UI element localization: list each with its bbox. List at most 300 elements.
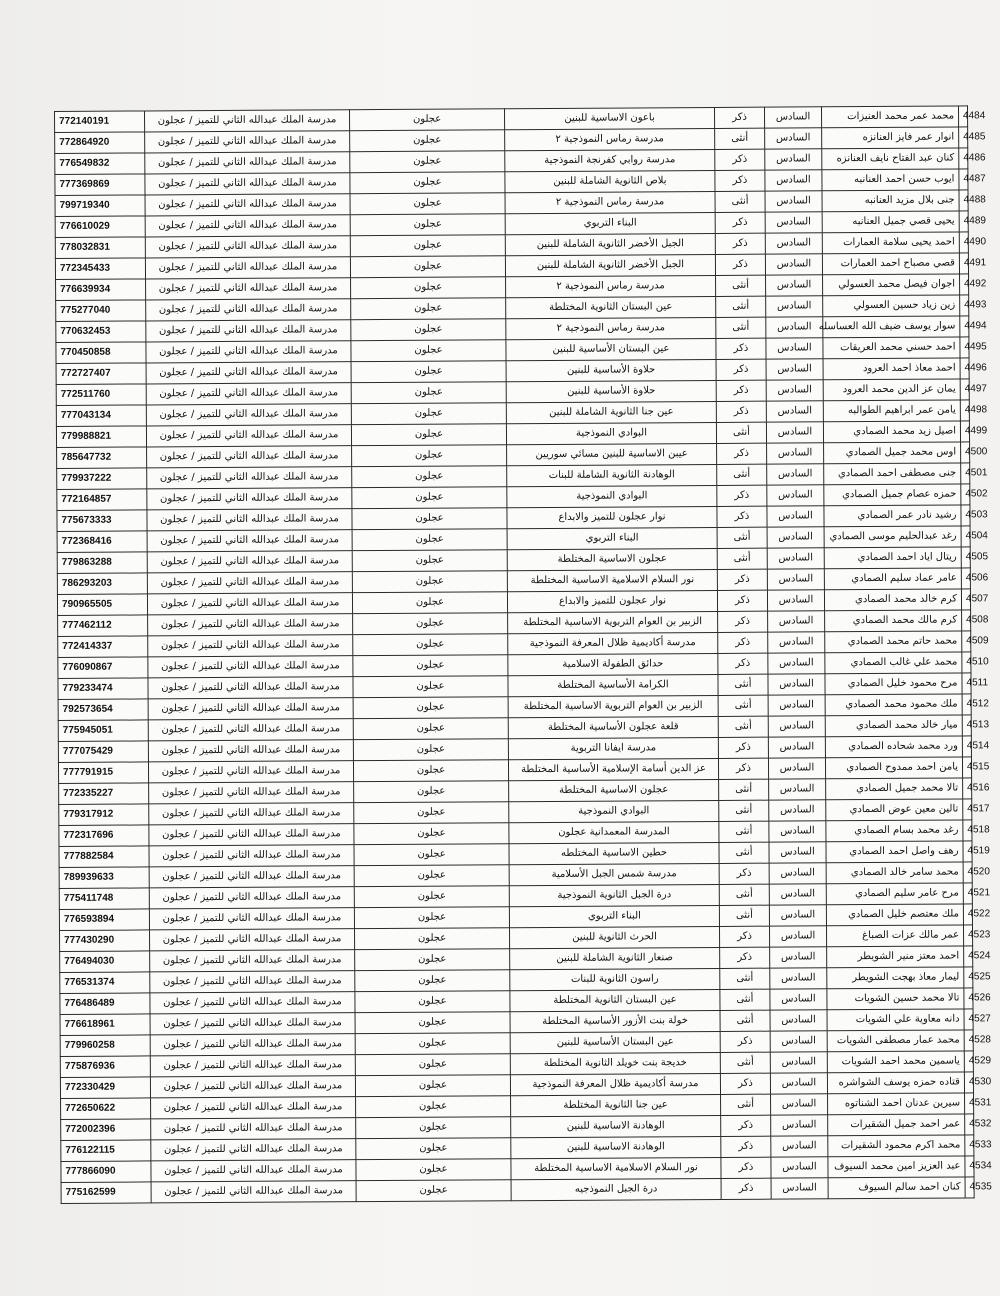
grade-cell: السادس (770, 989, 827, 1010)
gender-cell: أنثى (718, 716, 768, 737)
gender-cell: ذكر (721, 1115, 771, 1136)
serial-number-cell: 4521 (963, 883, 972, 904)
exam-center-cell: مدرسة الملك عبدالله الثاني للتميز / عجلون (147, 488, 352, 510)
city-cell: عجلون (353, 676, 508, 698)
phone-cell: 770450858 (56, 342, 146, 364)
city-cell: عجلون (353, 613, 508, 635)
city-cell: عجلون (351, 361, 506, 383)
exam-center-cell: مدرسة الملك عبدالله الثاني للتميز / عجلون (146, 425, 351, 447)
phone-cell: 772164857 (57, 489, 147, 511)
phone-cell: 772002396 (61, 1119, 151, 1141)
grade-cell: السادس (770, 1031, 827, 1052)
grade-cell: السادس (769, 800, 826, 821)
student-name-cell: محمد علي غالب الصمادي (825, 652, 962, 674)
city-cell: عجلون (352, 592, 507, 614)
student-name-cell: محمد عمار مصطفى الشويات (827, 1030, 964, 1052)
phone-cell: 776593894 (59, 909, 149, 931)
exam-center-cell: مدرسة الملك عبدالله الثاني للتميز / عجلون (147, 509, 352, 531)
phone-cell: 777430290 (60, 930, 150, 952)
roster-body (55, 106, 992, 1204)
school-cell: خديجة بنت خويلد الثانوية المختلطة (510, 1052, 720, 1074)
student-name-cell: زين زياد حسين العسولي (823, 295, 960, 317)
city-cell: عجلون (353, 739, 508, 761)
exam-center-cell: مدرسة الملك عبدالله الثاني للتميز / عجلون (145, 236, 350, 258)
phone-cell: 776549832 (55, 153, 145, 175)
gender-cell: أنثى (715, 191, 765, 212)
student-name-cell: محمد عمر محمد العنيزات (821, 106, 958, 128)
serial-number-cell: 4508 (962, 610, 971, 631)
grade-cell: السادس (771, 1094, 828, 1115)
school-cell: بلاص الثانوية الشاملة للبنين (505, 170, 715, 192)
serial-number-cell: 4489 (959, 211, 968, 232)
gender-cell: ذكر (717, 569, 767, 590)
phone-cell: 777369869 (55, 174, 145, 196)
phone-cell: 792573654 (58, 699, 148, 721)
gender-cell: أنثى (719, 800, 769, 821)
student-name-cell: سوار يوسف ضيف الله العساسله (823, 316, 960, 338)
phone-cell: 776486489 (60, 993, 150, 1015)
phone-cell: 776618961 (60, 1014, 150, 1036)
school-cell: باعون الاساسية للبنين (504, 107, 714, 129)
serial-number-cell: 4506 (961, 568, 970, 589)
exam-center-cell: مدرسة الملك عبدالله الثاني للتميز / عجلون (146, 362, 351, 384)
school-cell: الزبير بن العوام التربوية الاساسية المختلطة (508, 611, 718, 633)
school-cell: الوهادنة الثانوية الشاملة للبنات (507, 464, 717, 486)
city-cell: عجلون (355, 949, 510, 971)
school-cell: عجلون الاساسية المختلطة (509, 779, 719, 801)
serial-number-cell: 4497 (960, 379, 969, 400)
gender-cell: أنثى (717, 527, 767, 548)
school-cell: عيبن الاساسية للبنين مسائي سوريين (507, 443, 717, 465)
serial-number-cell: 4534 (965, 1156, 974, 1177)
gender-cell: أنثى (720, 1010, 770, 1031)
gender-cell: ذكر (721, 1136, 771, 1157)
phone-cell: 772650622 (61, 1098, 151, 1120)
grade-cell: السادس (768, 674, 825, 695)
student-name-cell: تالا محمد جميل الصمادي (826, 778, 963, 800)
exam-center-cell: مدرسة الملك عبدالله الثاني للتميز / عجلون (151, 1097, 356, 1119)
city-cell: عجلون (353, 760, 508, 782)
serial-number-cell: 4526 (964, 988, 973, 1009)
gender-cell: ذكر (718, 758, 768, 779)
grade-cell: السادس (766, 338, 823, 359)
student-name-cell: اوس محمد جميل الصمادي (824, 442, 961, 464)
student-name-cell: عمر احمد جميل الشقيرات (828, 1114, 965, 1136)
student-name-cell: جنى مصطفى احمد الصمادي (824, 463, 961, 485)
student-name-cell: يامن احمد ممدوح الصمادي (825, 757, 962, 779)
city-cell: عجلون (354, 886, 509, 908)
student-name-cell: جنى بلال مزيد العنانبه (822, 190, 959, 212)
exam-center-cell: مدرسة الملك عبدالله الثاني للتميز / عجلون (151, 1139, 356, 1161)
grade-cell: السادس (771, 1115, 828, 1136)
grade-cell: السادس (769, 905, 826, 926)
school-cell: عين جنا الثانوية المختلطة (511, 1094, 721, 1116)
gender-cell: أنثى (721, 1094, 771, 1115)
grade-cell: السادس (769, 926, 826, 947)
phone-cell: 799719340 (55, 195, 145, 217)
student-name-cell: كنان احمد سالم السيوف (828, 1177, 965, 1199)
student-name-cell: دانه معاوية علي الشويات (827, 1009, 964, 1031)
student-name-cell: يحيى قصي جميل العنانبه (822, 211, 959, 233)
exam-center-cell: مدرسة الملك عبدالله الثاني للتميز / عجلون (150, 1034, 355, 1056)
exam-center-cell: مدرسة الملك عبدالله الثاني للتميز / عجلون (145, 173, 350, 195)
grade-cell: السادس (770, 947, 827, 968)
serial-number-cell: 4510 (962, 652, 971, 673)
serial-number-cell: 4501 (961, 463, 970, 484)
gender-cell: ذكر (717, 443, 767, 464)
exam-center-cell: مدرسة الملك عبدالله الثاني للتميز / عجلون (148, 719, 353, 741)
gender-cell: ذكر (718, 737, 768, 758)
school-cell: خولة بنت الأزور الأساسية المختلطة (510, 1010, 720, 1032)
serial-number-cell: 4492 (960, 274, 969, 295)
phone-cell: 775277040 (56, 300, 146, 322)
city-cell: عجلون (355, 1075, 510, 1097)
grade-cell: السادس (765, 191, 822, 212)
grade-cell: السادس (765, 212, 822, 233)
student-name-cell: كرم خالد محمد الصمادي (824, 589, 961, 611)
phone-cell: 772368416 (57, 531, 147, 553)
gender-cell: أنثى (720, 989, 770, 1010)
grade-cell: السادس (767, 464, 824, 485)
phone-cell: 779960258 (60, 1035, 150, 1057)
gender-cell: ذكر (719, 926, 769, 947)
student-name-cell: ياسمين محمد احمد الشويات (827, 1051, 964, 1073)
phone-cell: 772727407 (56, 363, 146, 385)
grade-cell: السادس (768, 758, 825, 779)
school-cell: البوادي النموذجية (506, 422, 716, 444)
grade-cell: السادس (765, 149, 822, 170)
student-name-cell: رغد عبدالحليم موسى الصمادي (824, 526, 961, 548)
serial-number-cell: 4504 (961, 526, 970, 547)
phone-cell: 772864920 (55, 132, 145, 154)
student-name-cell: محمد سامر خالد الصمادي (826, 862, 963, 884)
grade-cell: السادس (766, 296, 823, 317)
city-cell: عجلون (350, 235, 505, 257)
city-cell: عجلون (352, 487, 507, 509)
phone-cell: 777462112 (58, 615, 148, 637)
serial-number-cell: 4516 (963, 778, 972, 799)
grade-cell: السادس (768, 695, 825, 716)
serial-number-cell: 4511 (962, 673, 971, 694)
grade-cell: السادس (769, 821, 826, 842)
serial-number-cell: 4505 (961, 547, 970, 568)
serial-number-cell: 4503 (961, 505, 970, 526)
phone-cell: 776531374 (60, 972, 150, 994)
serial-number-cell: 4496 (960, 358, 969, 379)
grade-cell: السادس (771, 1178, 828, 1199)
city-cell: عجلون (355, 928, 510, 950)
city-cell: عجلون (355, 970, 510, 992)
exam-center-cell: مدرسة الملك عبدالله الثاني للتميز / عجلون (147, 467, 352, 489)
gender-cell: أنثى (719, 842, 769, 863)
grade-cell: السادس (769, 863, 826, 884)
exam-center-cell: مدرسة الملك عبدالله الثاني للتميز / عجلون (147, 446, 352, 468)
grade-cell: السادس (766, 422, 823, 443)
city-cell: عجلون (356, 1159, 511, 1181)
serial-number-cell: 4517 (963, 799, 972, 820)
school-cell: نور السلام الاسلامية الاساسية المختلطة (511, 1157, 721, 1179)
gender-cell: ذكر (715, 170, 765, 191)
city-cell: عجلون (352, 571, 507, 593)
exam-center-cell: مدرسة الملك عبدالله الثاني للتميز / عجلون (150, 950, 355, 972)
city-cell: عجلون (355, 991, 510, 1013)
grade-cell: السادس (766, 359, 823, 380)
school-cell: البوادي النموذجية (509, 800, 719, 822)
exam-center-cell: مدرسة الملك عبدالله الثاني للتميز / عجلون (146, 299, 351, 321)
city-cell: عجلون (352, 508, 507, 530)
school-cell: مدرسة ايفانا التربوية (508, 737, 718, 759)
school-cell: حدائق الطفولة الاسلامية (508, 653, 718, 675)
city-cell: عجلون (351, 424, 506, 446)
school-cell: البناء التربوي (507, 527, 717, 549)
grade-cell: السادس (768, 611, 825, 632)
student-name-cell: احمد معتز منير الشويطر (827, 946, 964, 968)
grade-cell: السادس (771, 1157, 828, 1178)
exam-center-cell: مدرسة الملك عبدالله الثاني للتميز / عجلون (151, 1160, 356, 1182)
school-cell: درة الجبل النموذجيه (511, 1178, 721, 1200)
grade-cell: السادس (764, 107, 821, 128)
student-name-cell: يمان عز الدين محمد العرود (823, 379, 960, 401)
student-roster-table (54, 105, 992, 1204)
grade-cell: السادس (767, 443, 824, 464)
student-name-cell: محمد حاتم محمد الصمادي (825, 631, 962, 653)
student-name-cell: رهف واصل احمد الصمادي (826, 841, 963, 863)
phone-cell: 776090867 (58, 657, 148, 679)
school-cell: المدرسة المعمدانية عجلون (509, 821, 719, 843)
school-cell: الوهادنة الاساسية للبنين (511, 1115, 721, 1137)
exam-center-cell: مدرسة الملك عبدالله الثاني للتميز / عجلون (150, 1013, 355, 1035)
student-name-cell: عبد العزيز امين محمد السيوف (828, 1156, 965, 1178)
exam-center-cell: مدرسة الملك عبدالله الثاني للتميز / عجلون (148, 635, 353, 657)
city-cell: عجلون (351, 403, 506, 425)
city-cell: عجلون (353, 697, 508, 719)
phone-cell: 777075429 (58, 741, 148, 763)
gender-cell: ذكر (719, 863, 769, 884)
city-cell: عجلون (354, 823, 509, 845)
serial-number-cell: 4524 (964, 946, 973, 967)
city-cell: عجلون (352, 529, 507, 551)
serial-number-cell: 4515 (962, 757, 971, 778)
student-name-cell: احمد حسني محمد العريقات (823, 337, 960, 359)
exam-center-cell: مدرسة الملك عبدالله الثاني للتميز / عجلون (150, 929, 355, 951)
exam-center-cell: مدرسة الملك عبدالله الثاني للتميز / عجلون (145, 131, 350, 153)
school-cell: عجلون الاساسية المختلطة (507, 548, 717, 570)
city-cell: عجلون (356, 1180, 511, 1202)
serial-number-cell: 4488 (959, 190, 968, 211)
phone-cell: 777866090 (61, 1161, 151, 1183)
phone-cell: 775876936 (60, 1056, 150, 1078)
city-cell: عجلون (352, 445, 507, 467)
city-cell: عجلون (350, 193, 505, 215)
school-cell: نور السلام الاسلامية الاساسية المختلطة (507, 569, 717, 591)
phone-cell: 775673333 (57, 510, 147, 532)
grade-cell: السادس (770, 1052, 827, 1073)
gender-cell: أنثى (718, 695, 768, 716)
student-name-cell: كرم مالك محمد الصمادي (825, 610, 962, 632)
city-cell: عجلون (354, 907, 509, 929)
grade-cell: السادس (769, 779, 826, 800)
exam-center-cell: مدرسة الملك عبدالله الثاني للتميز / عجلون (147, 551, 352, 573)
exam-center-cell: مدرسة الملك عبدالله الثاني للتميز / عجلون (146, 383, 351, 405)
gender-cell: ذكر (716, 401, 766, 422)
gender-cell: ذكر (714, 107, 764, 128)
exam-center-cell: مدرسة الملك عبدالله الثاني للتميز / عجلون (148, 761, 353, 783)
phone-cell: 777882584 (59, 846, 149, 868)
phone-cell: 777043134 (56, 405, 146, 427)
serial-number-cell: 4530 (964, 1072, 973, 1093)
phone-cell: 778032831 (55, 237, 145, 259)
grade-cell: السادس (769, 842, 826, 863)
serial-number-cell: 4498 (960, 400, 969, 421)
phone-cell: 786293203 (57, 573, 147, 595)
gender-cell: ذكر (717, 590, 767, 611)
student-name-cell: عمر مالك عزات الصباغ (826, 925, 963, 947)
school-cell: صنعار الثانوية الشاملة للبنين (510, 947, 720, 969)
phone-cell: 790965505 (57, 594, 147, 616)
grade-cell: السادس (767, 590, 824, 611)
grade-cell: السادس (768, 653, 825, 674)
city-cell: عجلون (350, 172, 505, 194)
gender-cell: ذكر (720, 1073, 770, 1094)
exam-center-cell: مدرسة الملك عبدالله الثاني للتميز / عجلون (145, 152, 350, 174)
exam-center-cell: مدرسة الملك عبدالله الثاني للتميز / عجلون (146, 278, 351, 300)
exam-center-cell: مدرسة الملك عبدالله الثاني للتميز / عجلون (149, 887, 354, 909)
student-name-cell: انوار عمر فايز العنانزه (822, 127, 959, 149)
grade-cell: السادس (767, 485, 824, 506)
exam-center-cell: مدرسة الملك عبدالله الثاني للتميز / عجلون (149, 824, 354, 846)
student-name-cell: ملك معتصم خليل الصمادي (826, 904, 963, 926)
school-cell: البناء التربوي (509, 905, 719, 927)
phone-cell: 789939633 (59, 867, 149, 889)
grade-cell: السادس (770, 1073, 827, 1094)
city-cell: عجلون (349, 109, 504, 131)
city-cell: عجلون (350, 214, 505, 236)
school-cell: راسون الثانوية للبنات (510, 968, 720, 990)
school-cell: مدرسة أكاديمية ظلال المعرفة النموذجية (510, 1073, 720, 1095)
gender-cell: أنثى (715, 128, 765, 149)
student-name-cell: احمد يحيى سلامة العمارات (822, 232, 959, 254)
grade-cell: السادس (765, 254, 822, 275)
serial-number-cell: 4525 (964, 967, 973, 988)
student-name-cell: ملك محمود محمد الصمادي (825, 694, 962, 716)
phone-cell: 772335227 (59, 783, 149, 805)
gender-cell: أنثى (720, 968, 770, 989)
gender-cell: ذكر (716, 380, 766, 401)
city-cell: عجلون (350, 130, 505, 152)
phone-cell: 775411748 (59, 888, 149, 910)
exam-center-cell: مدرسة الملك عبدالله الثاني للتميز / عجلون (151, 1118, 356, 1140)
school-cell: البوادي النموذجية (507, 485, 717, 507)
school-cell: مدرسة روابي كفرنجة النموذجية (505, 149, 715, 171)
city-cell: عجلون (351, 277, 506, 299)
gender-cell: أنثى (716, 296, 766, 317)
serial-number-cell: 4518 (963, 820, 972, 841)
city-cell: عجلون (351, 298, 506, 320)
grade-cell: السادس (765, 170, 822, 191)
serial-number-cell: 4532 (965, 1114, 974, 1135)
school-cell: عين البستان الأساسية للبنين (510, 1031, 720, 1053)
phone-cell: 772140191 (55, 111, 145, 133)
school-cell: مدرسة أكاديمية ظلال المعرفة النموذجية (508, 632, 718, 654)
school-cell: البناء التربوي (505, 212, 715, 234)
serial-number-cell: 4512 (962, 694, 971, 715)
grade-cell: السادس (768, 632, 825, 653)
student-name-cell: ميار خالد محمد الصمادي (825, 715, 962, 737)
phone-cell: 779233474 (58, 678, 148, 700)
phone-cell: 777791915 (58, 762, 148, 784)
city-cell: عجلون (355, 1012, 510, 1034)
gender-cell: ذكر (720, 947, 770, 968)
city-cell: عجلون (356, 1096, 511, 1118)
student-name-cell: ليمار معاذ بهجت الشويطر (827, 967, 964, 989)
gender-cell: أنثى (717, 464, 767, 485)
phone-cell: 779317912 (59, 804, 149, 826)
exam-center-cell: مدرسة الملك عبدالله الثاني للتميز / عجلون (148, 677, 353, 699)
serial-number-cell: 4514 (962, 736, 971, 757)
phone-cell: 776639934 (56, 279, 146, 301)
city-cell: عجلون (354, 802, 509, 824)
grade-cell: السادس (766, 275, 823, 296)
school-cell: الكرامة الأساسية المختلطة (508, 674, 718, 696)
serial-number-cell: 4485 (959, 127, 968, 148)
gender-cell: ذكر (716, 338, 766, 359)
phone-cell: 772317696 (59, 825, 149, 847)
gender-cell: ذكر (718, 632, 768, 653)
school-cell: الحرث الثانوية للبنين (509, 926, 719, 948)
exam-center-cell: مدرسة الملك عبدالله الثاني للتميز / عجلون (148, 656, 353, 678)
city-cell: عجلون (352, 466, 507, 488)
exam-center-cell: مدرسة الملك عبدالله الثاني للتميز / عجلون (146, 341, 351, 363)
student-name-cell: رغد محمد بسام الصمادي (826, 820, 963, 842)
student-name-cell: قصي مصباح احمد العمارات (822, 253, 959, 275)
grade-cell: السادس (765, 128, 822, 149)
city-cell: عجلون (356, 1117, 511, 1139)
grade-cell: السادس (770, 968, 827, 989)
student-name-cell: رشيد نادر عمر الصمادي (824, 505, 961, 527)
exam-center-cell: مدرسة الملك عبدالله الثاني للتميز / عجلون (151, 1181, 356, 1203)
serial-number-cell: 4533 (965, 1135, 974, 1156)
school-cell: مدرسة رماس النموذجية ٢ (505, 191, 715, 213)
serial-number-cell: 4523 (963, 925, 972, 946)
exam-center-cell: مدرسة الملك عبدالله الثاني للتميز / عجلون (146, 404, 351, 426)
serial-number-cell: 4490 (959, 232, 968, 253)
grade-cell: السادس (766, 317, 823, 338)
exam-center-cell: مدرسة الملك عبدالله الثاني للتميز / عجلون (146, 320, 351, 342)
city-cell: عجلون (353, 718, 508, 740)
school-cell: مدرسة رماس النموذجية ٢ (506, 317, 716, 339)
exam-center-cell: مدرسة الملك عبدالله الثاني للتميز / عجلون (149, 908, 354, 930)
school-cell: عز الدين أسامة الإسلامية الأساسية المختلطة (508, 758, 718, 780)
school-cell: عين البستان الثانوية المختلطة (506, 296, 716, 318)
gender-cell: أنثى (719, 779, 769, 800)
exam-center-cell: مدرسة الملك عبدالله الثاني للتميز / عجلون (147, 593, 352, 615)
school-cell: عين البستان الأساسية للبنين (506, 338, 716, 360)
phone-cell: 776494030 (60, 951, 150, 973)
gender-cell: أنثى (718, 674, 768, 695)
phone-cell: 772511760 (56, 384, 146, 406)
serial-number-cell: 4509 (962, 631, 971, 652)
school-cell: الوهادنة الاساسية للبنين (511, 1136, 721, 1158)
gender-cell: أنثى (719, 884, 769, 905)
gender-cell: ذكر (720, 1031, 770, 1052)
phone-cell: 772345433 (55, 258, 145, 280)
phone-cell: 772414337 (58, 636, 148, 658)
school-cell: حلاوة الأساسية للبنين (506, 380, 716, 402)
exam-center-cell: مدرسة الملك عبدالله الثاني للتميز / عجلون (150, 992, 355, 1014)
phone-cell: 775162599 (61, 1182, 151, 1204)
serial-number-cell: 4513 (962, 715, 971, 736)
city-cell: عجلون (353, 634, 508, 656)
